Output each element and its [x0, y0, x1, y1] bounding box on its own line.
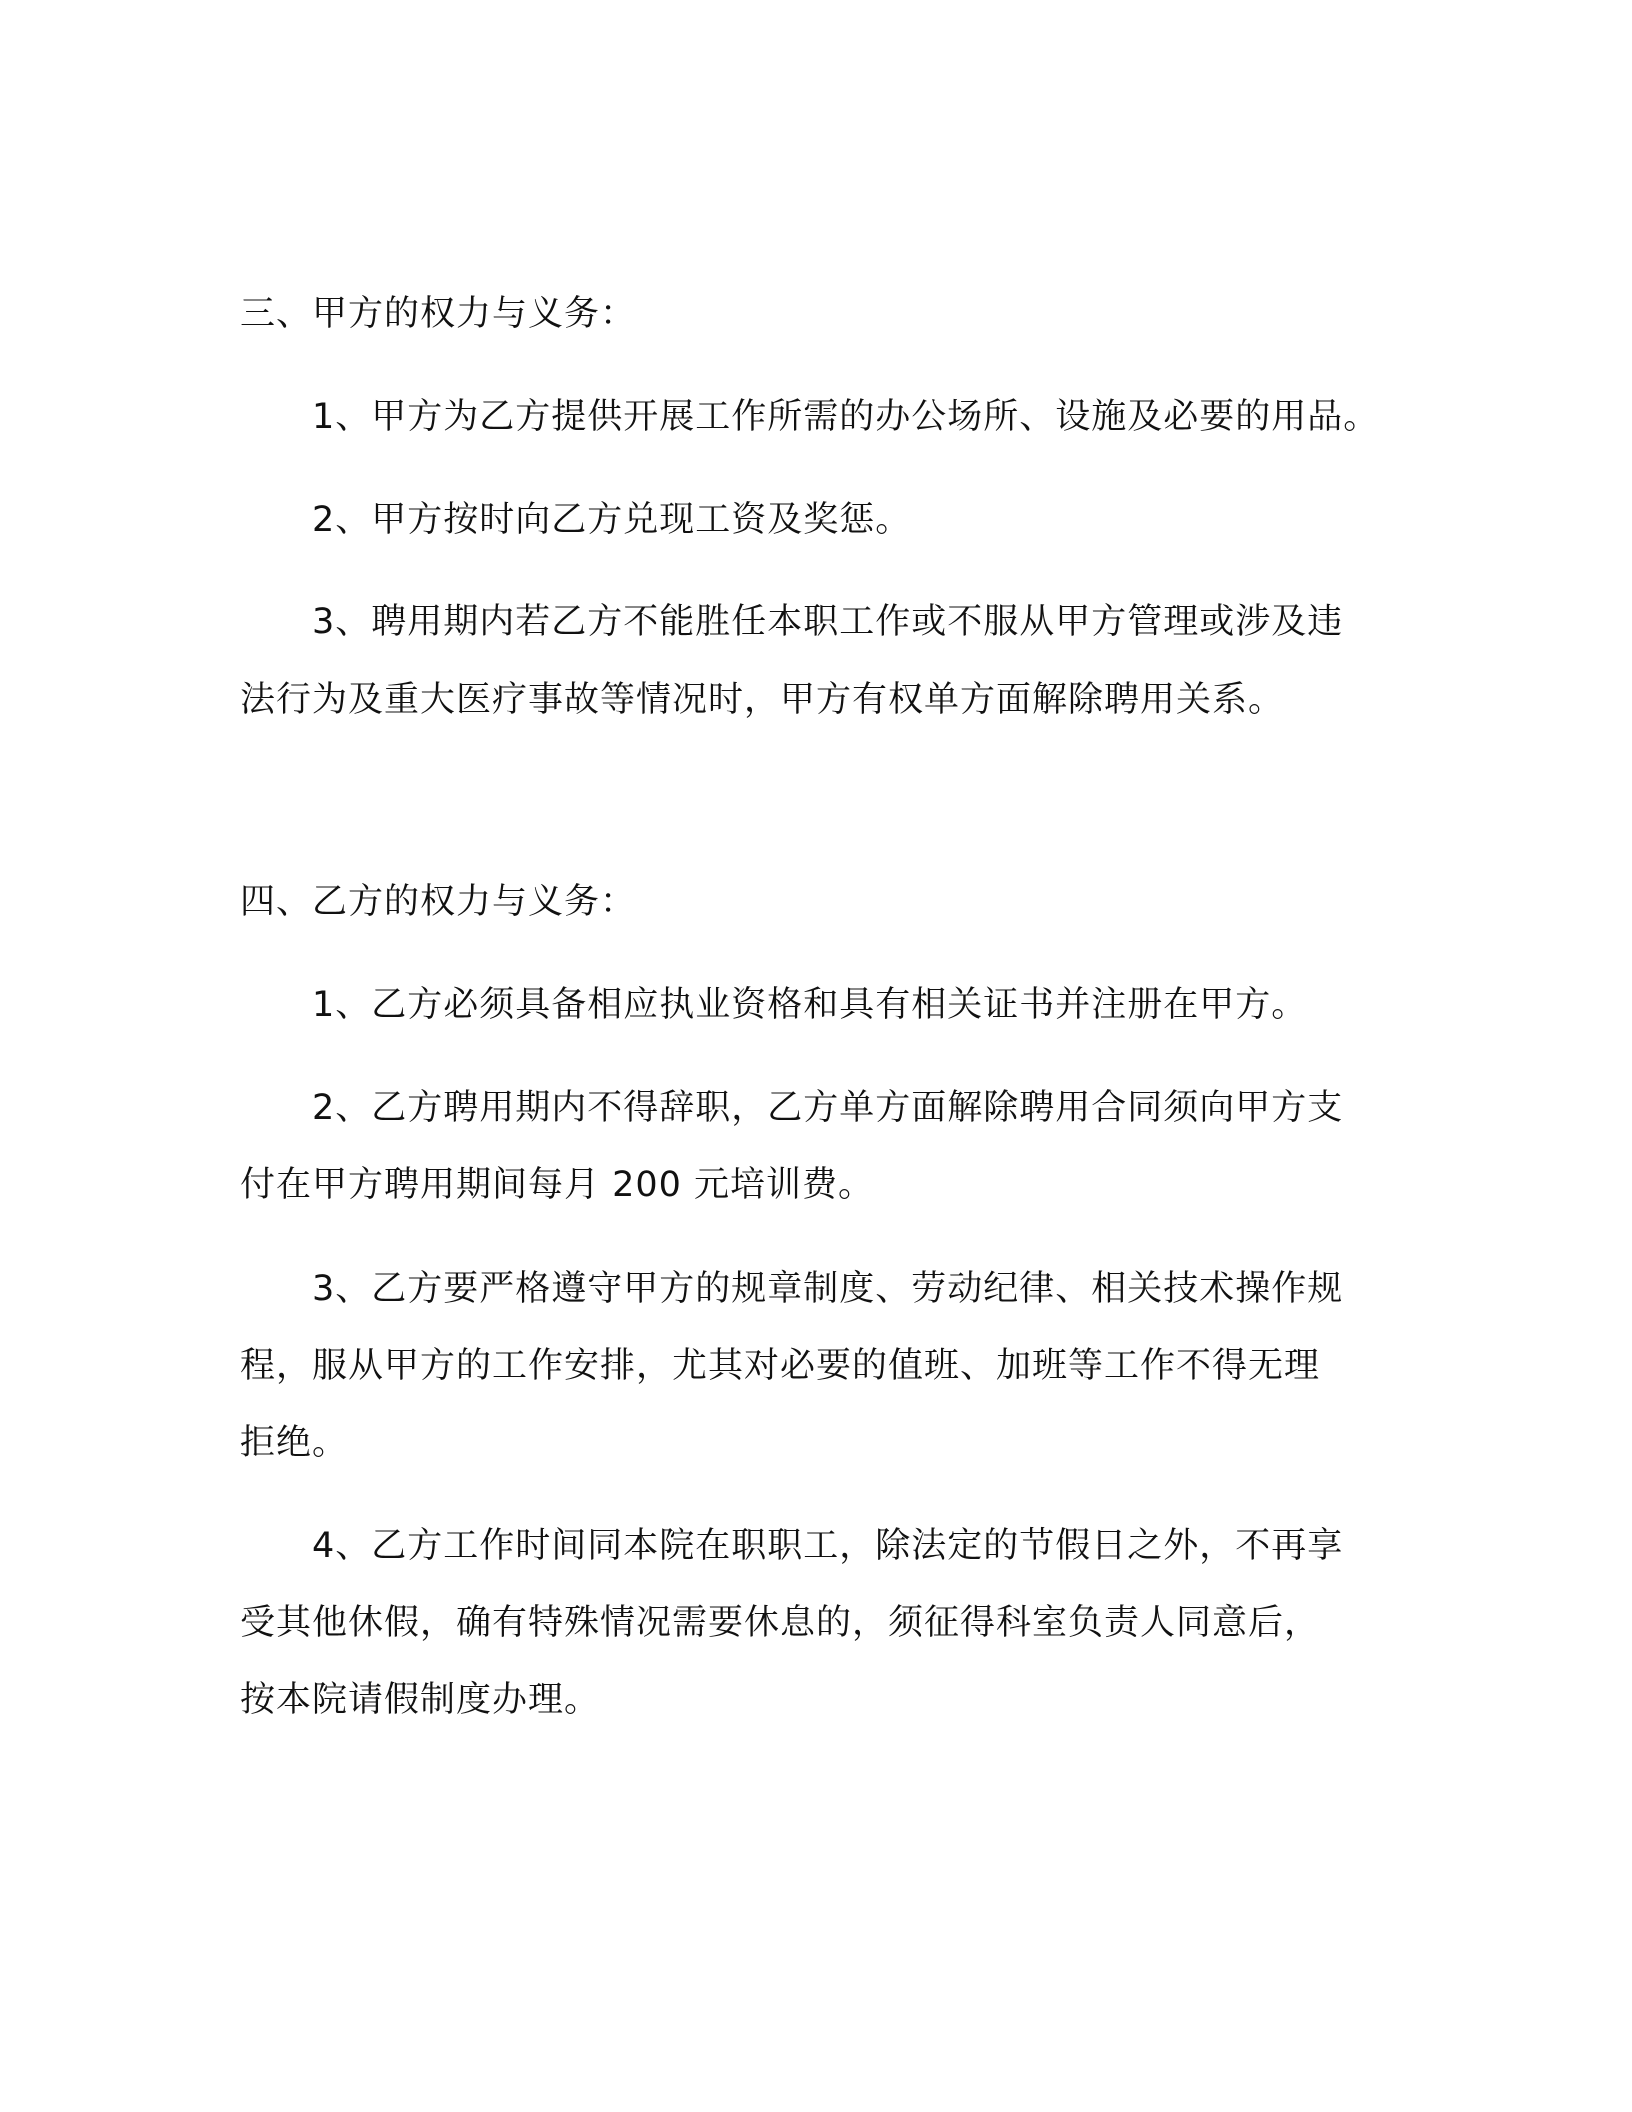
section4-item4-line1: 4、乙方工作时间同本院在职职工，除法定的节假日之外，不再享	[312, 1526, 1344, 1566]
section4-item2-line2: 付在甲方聘用期间每月 200 元培训费。	[240, 1165, 875, 1205]
section4-heading: 四、乙方的权力与义务：	[240, 882, 637, 922]
section3-heading: 三、甲方的权力与义务：	[240, 294, 637, 334]
section4-item1: 1、乙方必须具备相应执业资格和具有相关证书并注册在甲方。	[312, 985, 1308, 1025]
section3-item2: 2、甲方按时向乙方兑现工资及奖惩。	[312, 500, 912, 540]
section3-item3-line1: 3、聘用期内若乙方不能胜任本职工作或不服从甲方管理或涉及违	[312, 602, 1344, 642]
section4-item4-line2: 受其他休假，确有特殊情况需要休息的，须征得科室负责人同意后，	[240, 1603, 1321, 1643]
section3-item3-line2: 法行为及重大医疗事故等情况时，甲方有权单方面解除聘用关系。	[240, 680, 1285, 720]
section4-item4-line3: 按本院请假制度办理。	[240, 1680, 601, 1720]
section3-item1: 1、甲方为乙方提供开展工作所需的办公场所、设施及必要的用品。	[312, 397, 1380, 437]
section4-item3-line3: 拒绝。	[240, 1423, 349, 1463]
section4-item2-line1: 2、乙方聘用期内不得辞职，乙方单方面解除聘用合同须向甲方支	[312, 1088, 1344, 1128]
section4-item3-line1: 3、乙方要严格遵守甲方的规章制度、劳动纪律、相关技术操作规	[312, 1269, 1344, 1309]
section4-item3-line2: 程，服从甲方的工作安排，尤其对必要的值班、加班等工作不得无理	[240, 1346, 1321, 1386]
